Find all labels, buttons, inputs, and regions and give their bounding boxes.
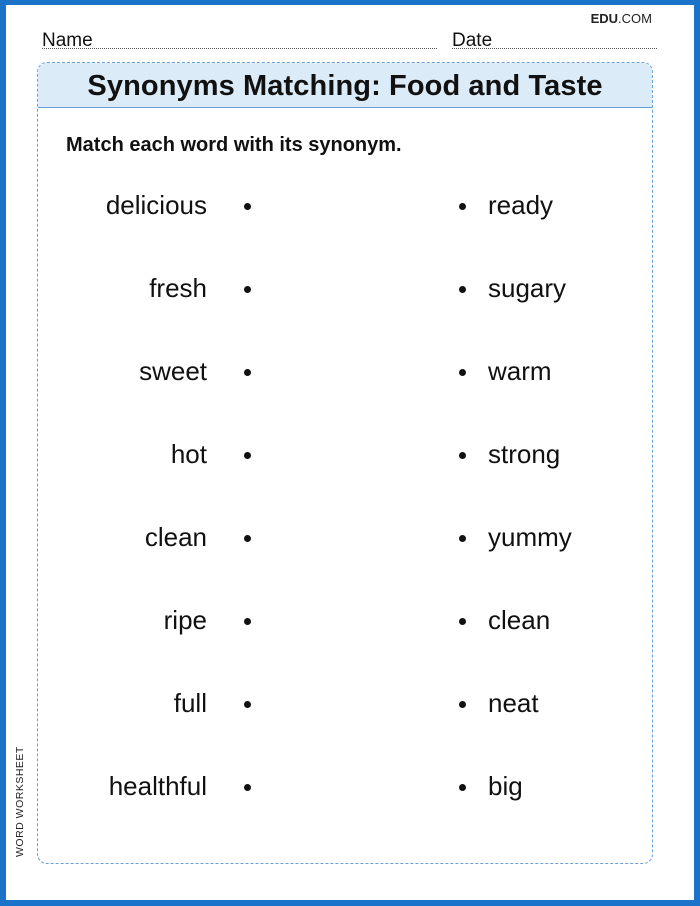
left-bullet[interactable]	[244, 452, 251, 459]
left-word: full	[173, 688, 207, 718]
brand-suffix: .COM	[618, 11, 652, 26]
right-word: ready	[488, 190, 554, 220]
right-bullet[interactable]	[459, 784, 466, 791]
left-word: healthful	[108, 771, 207, 801]
left-bullet[interactable]	[244, 369, 251, 376]
left-word: delicious	[105, 190, 207, 220]
right-word: warm	[488, 356, 552, 386]
right-bullet[interactable]	[459, 701, 466, 708]
match-row	[0, 605, 700, 639]
match-row	[0, 771, 700, 805]
brand-logo	[591, 11, 652, 26]
right-bullet[interactable]	[459, 535, 466, 542]
left-bullet[interactable]	[244, 286, 251, 293]
right-bullet[interactable]	[459, 203, 466, 210]
date-label: Date	[452, 30, 493, 51]
match-row	[0, 273, 700, 307]
match-row	[0, 522, 700, 556]
left-word: sweet	[139, 356, 207, 386]
brand-name: EDU	[590, 11, 619, 26]
worksheet-type-tag: WORD WORKSHEET	[14, 746, 26, 857]
left-word: ripe	[163, 605, 207, 635]
right-word: big	[488, 771, 523, 801]
right-word: neat	[488, 688, 539, 718]
match-row	[0, 688, 700, 722]
left-bullet[interactable]	[244, 701, 251, 708]
right-bullet[interactable]	[459, 286, 466, 293]
right-word: sugary	[488, 273, 567, 303]
right-word: yummy	[488, 522, 572, 552]
match-row	[0, 190, 700, 224]
right-bullet[interactable]	[459, 452, 466, 459]
right-word: clean	[488, 605, 551, 635]
right-word: strong	[488, 439, 561, 469]
instruction-text: Match each word with its synonym.	[66, 134, 402, 156]
match-row	[0, 356, 700, 390]
name-line	[42, 48, 437, 49]
right-bullet[interactable]	[459, 618, 466, 625]
worksheet-title: Synonyms Matching: Food and Taste	[87, 70, 603, 102]
right-bullet[interactable]	[459, 369, 466, 376]
left-bullet[interactable]	[244, 784, 251, 791]
left-bullet[interactable]	[244, 203, 251, 210]
left-word: fresh	[149, 273, 207, 303]
left-bullet[interactable]	[244, 535, 251, 542]
left-bullet[interactable]	[244, 618, 251, 625]
date-line	[452, 48, 657, 49]
name-label: Name	[42, 30, 93, 51]
left-word: clean	[144, 522, 207, 552]
left-word: hot	[170, 439, 207, 469]
match-row	[0, 439, 700, 473]
